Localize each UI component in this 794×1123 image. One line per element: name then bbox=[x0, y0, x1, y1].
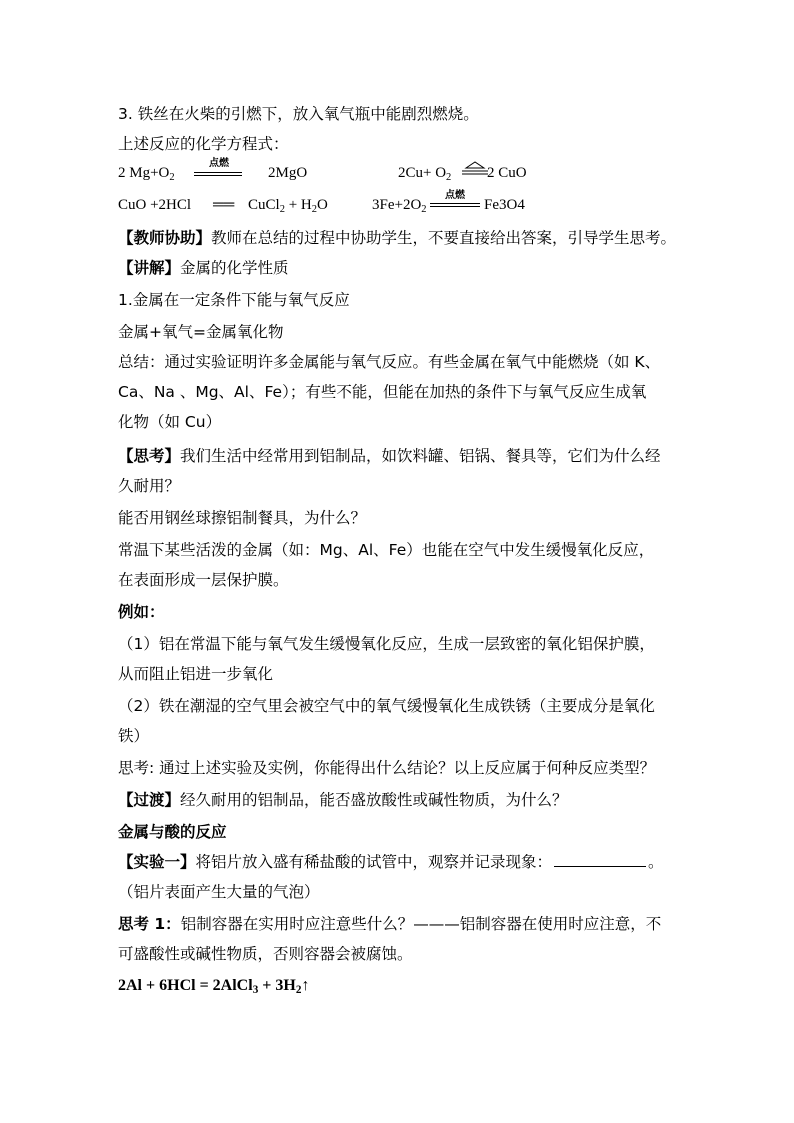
eq-mg-bar-bottom bbox=[194, 175, 242, 176]
eq-hcl-left: CuO +2HCl bbox=[118, 197, 192, 213]
eq-hcl-right: CuCl$_2$ + $H_2O$ bbox=[248, 197, 328, 215]
heat-triangle-icon bbox=[462, 161, 488, 175]
eq-cu-right: 2 CuO bbox=[487, 165, 527, 181]
point-metal-oxygen: 1.金属在一定条件下能与氧气反应 bbox=[118, 291, 350, 309]
lecture-heading: 【讲解】金属的化学性质 bbox=[118, 259, 289, 277]
line-equations-intro: 上述反应的化学方程式： bbox=[118, 135, 289, 153]
line-iron-wire: 3. 铁丝在火柴的引燃下，放入氧气瓶中能剧烈燃烧。 bbox=[118, 105, 479, 123]
room-temp-line-1: 常温下某些活泼的金属（如：Mg、Al、Fe）也能在空气中发生缓慢氧化反应， bbox=[118, 541, 655, 559]
acid-reaction-title: 金属与酸的反应 bbox=[118, 823, 227, 841]
summary-line-1: 总结：通过实验证明许多金属能与氧气反应。有些金属在氧气中能燃烧（如 K、 bbox=[118, 353, 661, 371]
example-1-line-1: （1）铝在常温下能与氧气发生缓慢氧化反应，生成一层致密的氧化铝保护膜， bbox=[118, 635, 655, 653]
metal-oxygen-formula: 金属+氧气=金属氧化物 bbox=[118, 323, 284, 341]
eq-fe-bar-top bbox=[430, 203, 480, 204]
think-1-line-2: 可盛酸性或碱性物质，否则容器会被腐蚀。 bbox=[118, 945, 413, 963]
teacher-assist: 【教师协助】教师在总结的过程中协助学生，不要直接给出答案，引导学生思考。 bbox=[118, 229, 677, 247]
room-temp-line-2: 在表面形成一层保护膜。 bbox=[118, 571, 289, 589]
eq-mg-right: 2MgO bbox=[268, 165, 308, 181]
transition-line: 【过渡】经久耐用的铝制品，能否盛放酸性或碱性物质，为什么？ bbox=[118, 791, 568, 809]
think-line-2: 久耐用？ bbox=[118, 477, 181, 495]
example-title: 例如： bbox=[118, 603, 165, 621]
example-1-line-2: 从而阻止铝进一步氧化 bbox=[118, 665, 274, 683]
think-conclusion: 思考: 通过上述实验及实例，你能得出什么结论？以上反应属于何种反应类型？ bbox=[118, 759, 656, 777]
eq-fe-condition: 点燃 bbox=[445, 190, 465, 201]
experiment-1: 【实验一】将铝片放入盛有稀盐酸的试管中，观察并记录现象： 。 bbox=[118, 853, 664, 871]
eq-fe-right: Fe3O4 bbox=[484, 197, 525, 213]
eq-fe-left: $3Fe+2O_2$ bbox=[372, 197, 427, 215]
summary-line-2: Ca、Na 、Mg、Al、Fe）；有些不能，但能在加热的条件下与氧气反应生成氧 bbox=[118, 383, 647, 401]
summary-line-3: 化物（如 Cu） bbox=[118, 413, 222, 431]
think-line-1: 【思考】我们生活中经常用到铝制品，如饮料罐、铝锅、餐具等，它们为什么经 bbox=[118, 447, 661, 465]
eq-cu-left: $2Cu+ O_2$ bbox=[398, 165, 452, 183]
eq-mg-left: 2 $Mg+O_2$ bbox=[118, 165, 175, 183]
think-1-line-1: 思考 1：铝制容器在实用时应注意些什么？———铝制容器在使用时应注意，不 bbox=[118, 915, 662, 933]
example-2-line-1: （2）铁在潮湿的空气里会被空气中的氧气缓慢氧化生成铁锈（主要成分是氧化 bbox=[118, 697, 655, 715]
experiment-1-note: （铝片表面产生大量的气泡） bbox=[118, 883, 320, 901]
question-steel-wool: 能否用钢丝球擦铝制餐具，为什么？ bbox=[118, 509, 367, 527]
eq-hcl-equals: ══ bbox=[213, 197, 235, 213]
example-2-line-2: 铁） bbox=[118, 727, 150, 745]
answer-blank bbox=[554, 852, 646, 867]
eq-mg-bar-top bbox=[194, 172, 242, 173]
final-equation: 2Al + 6HCl = 2AlCl$_3$ + $3H_2↑$ bbox=[118, 977, 310, 996]
eq-mg-condition: 点燃 bbox=[209, 158, 229, 169]
eq-fe-bar-bottom bbox=[430, 206, 480, 207]
